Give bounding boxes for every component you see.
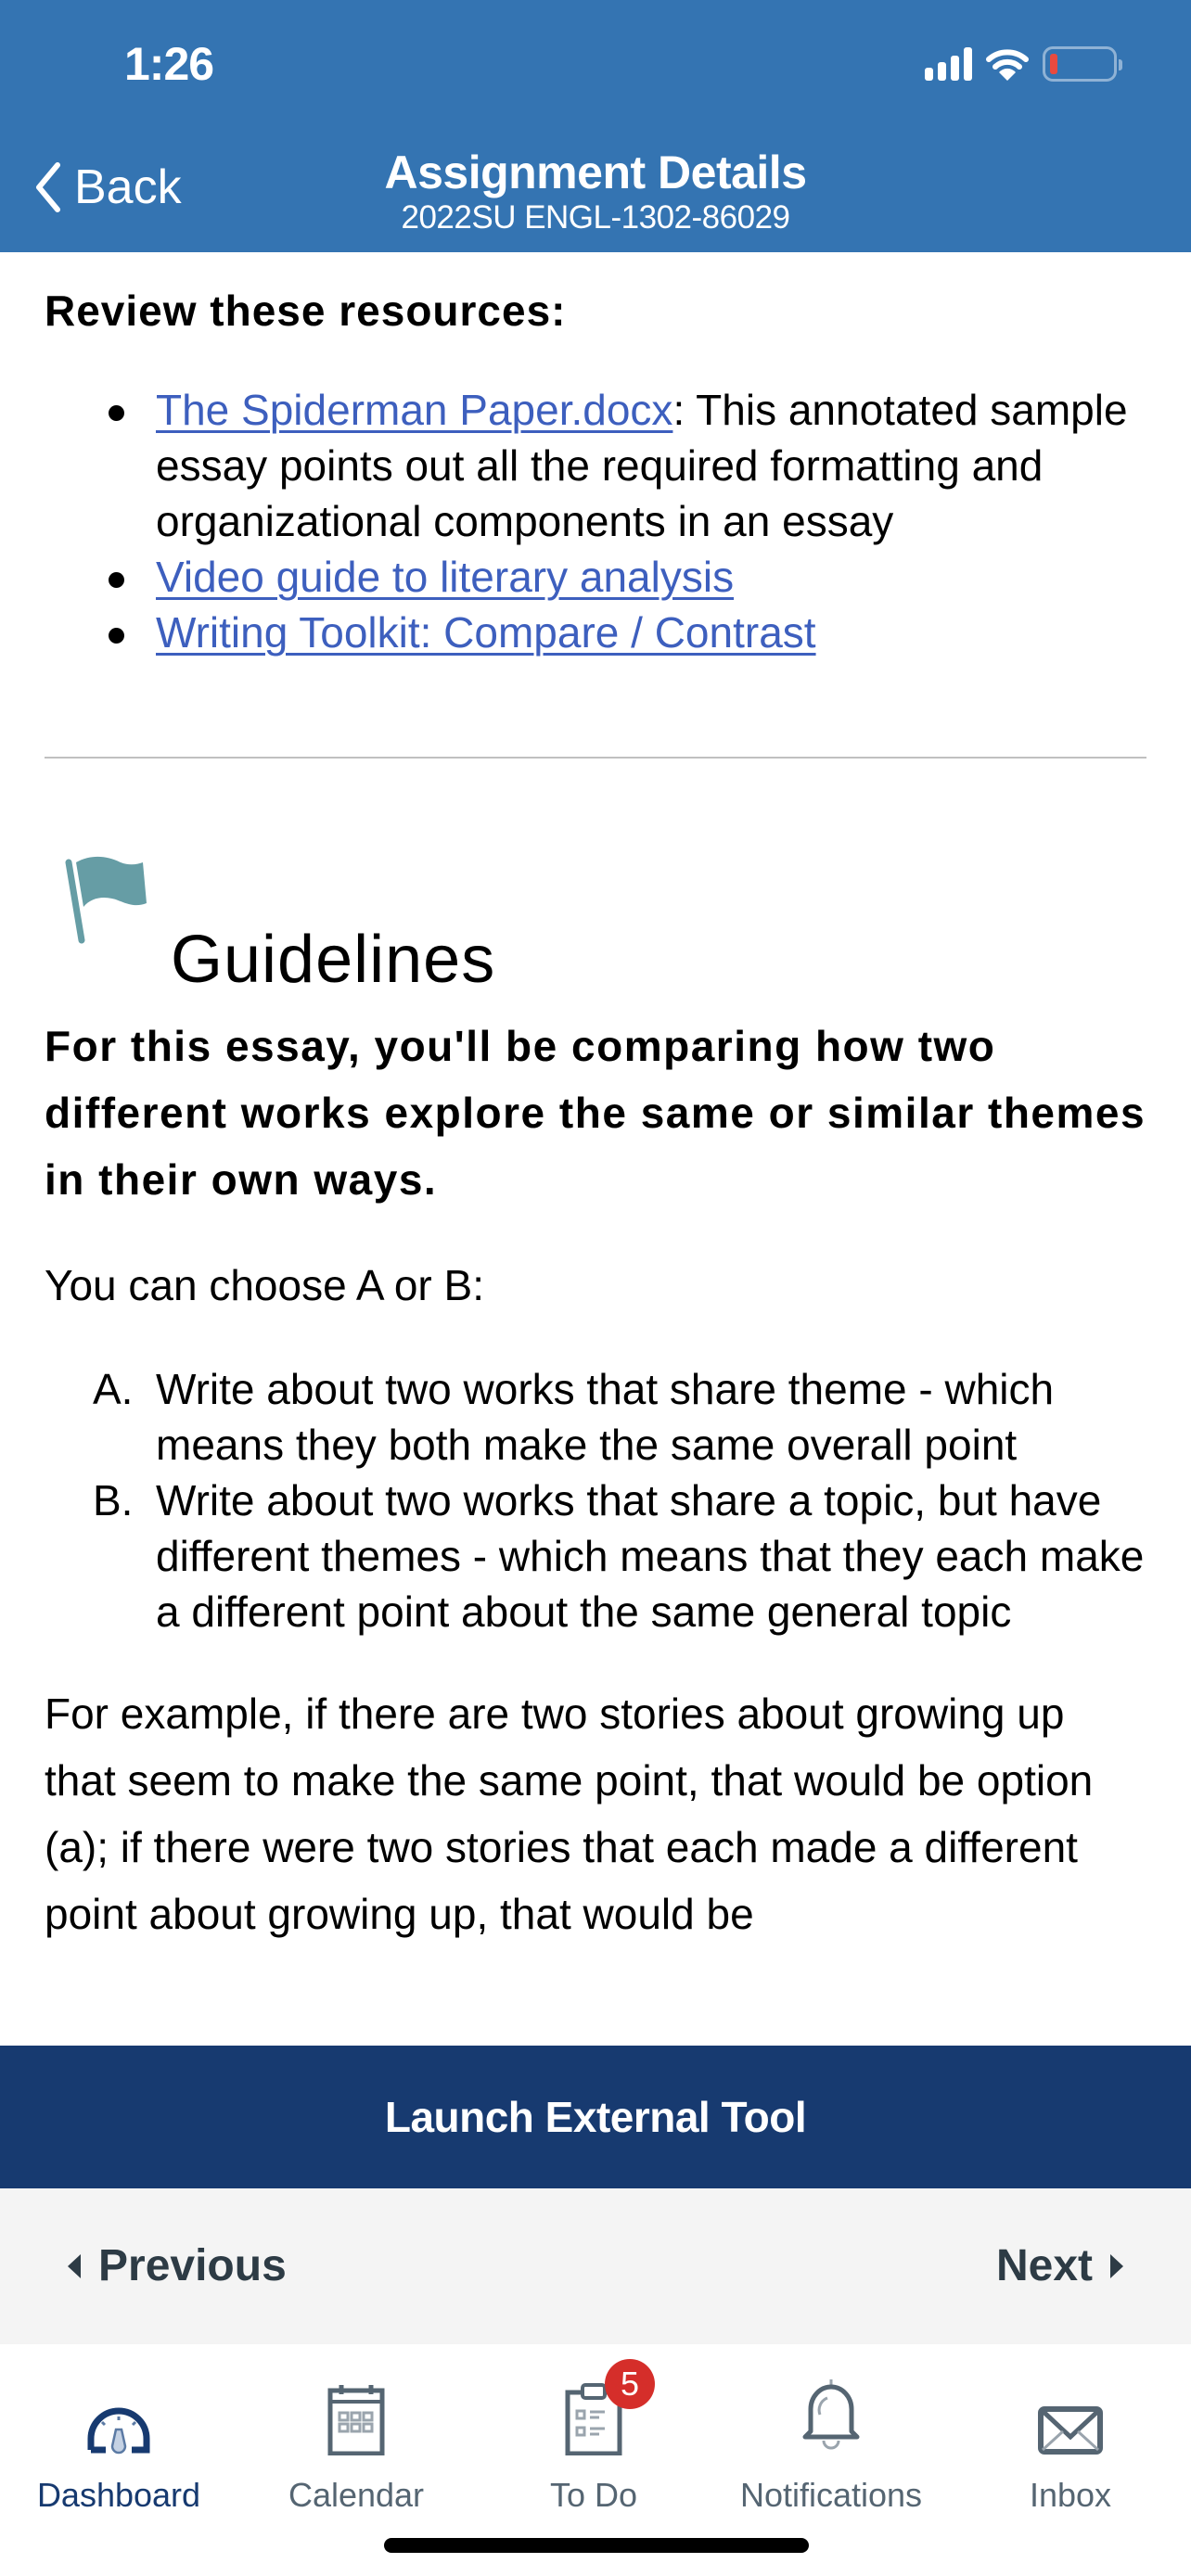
resource-item xyxy=(156,382,1146,549)
resource-list xyxy=(45,382,1146,660)
flag-icon xyxy=(65,855,150,944)
example-paragraph: For example, if there are two stories about growing up that seem to make the same point, that would be option (a); if there were two stories that each made a different point about growing up, that would be xyxy=(45,1690,1094,1938)
bell-icon xyxy=(798,2378,864,2455)
pager-bar xyxy=(0,2188,1191,2344)
tab-inbox[interactable] xyxy=(950,2363,1191,2515)
wifi-icon xyxy=(985,46,1030,82)
envelope-icon xyxy=(1037,2405,1104,2455)
option-item-b xyxy=(93,1473,1146,1639)
page-title: Assignment Details xyxy=(384,147,807,198)
tab-label: Dashboard xyxy=(36,2476,201,2514)
choose-prompt: You can choose A or B: xyxy=(45,1261,484,1309)
back-label: Back xyxy=(74,160,182,214)
nav-title-block xyxy=(0,147,1191,237)
review-heading: Review these resources: xyxy=(45,287,567,335)
header-bar xyxy=(0,0,1191,252)
course-code: 2022SU ENGL-1302-86029 xyxy=(401,199,790,236)
todo-count-badge: 5 xyxy=(605,2359,655,2409)
calendar-icon xyxy=(327,2383,386,2455)
tab-dashboard[interactable] xyxy=(0,2363,237,2515)
assignment-content[interactable] xyxy=(0,252,1191,2046)
previous-button[interactable] xyxy=(67,2240,287,2291)
next-label: Next xyxy=(995,2241,1093,2290)
resource-item xyxy=(156,605,1146,660)
writing-toolkit-link[interactable]: Writing Toolkit: Compare / Contrast xyxy=(156,608,816,657)
cellular-signal-icon xyxy=(925,47,972,81)
option-marker: A. xyxy=(93,1365,134,1413)
tab-label: To Do xyxy=(549,2476,638,2514)
option-marker: B. xyxy=(93,1476,134,1524)
dashboard-gauge-icon xyxy=(83,2396,154,2455)
tab-label: Inbox xyxy=(1029,2476,1112,2514)
launch-external-tool-button[interactable] xyxy=(0,2046,1191,2188)
spiderman-paper-link[interactable]: The Spiderman Paper.docx xyxy=(156,386,673,434)
launch-label: Launch External Tool xyxy=(384,2093,807,2141)
status-icons xyxy=(925,46,1117,82)
option-text: Write about two works that share theme - which means they both make the same overall point xyxy=(156,1365,1055,1469)
resource-item xyxy=(156,549,1146,605)
guidelines-intro: For this essay, you'll be comparing how two different works explore the same or similar themes in their own ways. xyxy=(45,1022,1146,1204)
previous-label: Previous xyxy=(98,2241,287,2290)
tab-label: Calendar xyxy=(288,2476,425,2514)
video-guide-link[interactable]: Video guide to literary analysis xyxy=(156,553,735,601)
option-text: Write about two works that share a topic, but have different themes - which means that they each make a different point about the same general topic xyxy=(156,1476,1145,1636)
tab-todo[interactable] xyxy=(475,2363,712,2515)
option-item-a xyxy=(93,1361,1146,1473)
guidelines-title: Guidelines xyxy=(171,923,496,997)
next-button[interactable] xyxy=(996,2240,1124,2291)
home-indicator[interactable] xyxy=(384,2538,809,2553)
tab-calendar[interactable] xyxy=(237,2363,475,2515)
option-list xyxy=(45,1361,1146,1639)
tab-label: Notifications xyxy=(739,2476,923,2514)
tab-notifications[interactable] xyxy=(712,2363,950,2515)
caret-right-icon xyxy=(1109,2253,1124,2279)
battery-low-icon xyxy=(1043,46,1117,82)
status-time: 1:26 xyxy=(124,38,214,90)
caret-left-icon xyxy=(67,2253,82,2279)
resource-description: : This annotated sample essay points out all the required formatting and organizational components in an essay xyxy=(156,386,1128,545)
guidelines-header xyxy=(45,759,1146,997)
